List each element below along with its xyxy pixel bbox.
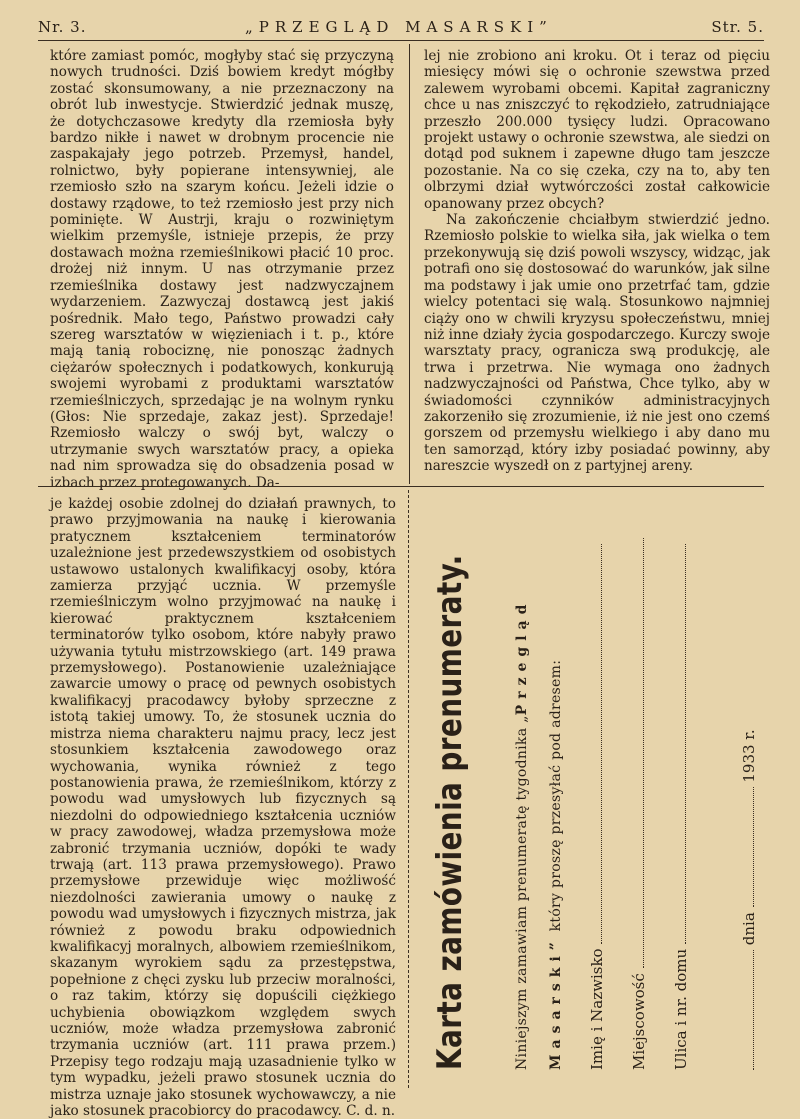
paragraph: które zamiast pomóc, mogłyby stać się przyczyną nowych trudności. Dziś bowiem kredyt mógłby zostać skonsumowany, a nie przeznaczony na obrót lub inwestycje. Stwierdzić jednak muszę, że dotychczasowe kredyty dla rzemiosła były bardzo nikłe i nawet w drobnym procencie nie zaspakajały jego potrzeb. Przemysł, handel, rolnictwo, były popierane intensywniej, ale rzemiosło szło na szarym końcu. Jeżeli idzie o dostawy rządowe, to też rzemiosło jest przy nich pominięte. W Austrji, kraju o rozwiniętym wielkim przemyśle, istnieje przepis, że przy dostawach można rzemieślnikowi płacić 10 proc. drożej niż innym. U nas otrzymanie przez rzemieślnika dostawy jest nadzwyczajnem wydarzeniem. Zazwyczaj dostawcą jest jakiś pośrednik. Mało tego, Państwo prowadzi cały szereg warsztatów w więzieniach i t. p., które mają tanią robociznę, nie ponosząc żadnych ciężarów społecznych i podatkowych, konkurują swojemi wyrobami z produktami warsztatów rzemieślniczych, sprzedając je na wolnym rynku (Głos: Nie sprzedaje, zakaz jest). Sprzedaje! Rzemiosło walczy o swój byt, walczy o utrzymanie swych warsztatów pracy, a opieka nad nim sprowadza się do obsadzenia posad w izbach przez protegowanych. Da- (50, 48, 394, 491)
coupon-year: 1933 r. (740, 729, 758, 783)
coupon-text-line-2: Masarski” który proszę przesyłać pod adresem: (548, 659, 564, 1070)
name-fill-line[interactable] (591, 544, 602, 944)
coupon-text-line-1: Niniejszym zamawiam prenumeratę tygodnika „Przegląd (514, 598, 530, 1070)
paragraph: Na zakończenie chciałbym stwierdzić jedno. Rzemiosło polskie to wielka siła, jak wielka o tem przekonywują się dziś powoli wszyscy, widząc, jak potrafi ono się dostosować do warunków, jak silne ma podstawy i jak umie ono przetrfać tam, gdzie wielcy potentaci się walą. Stosunkowo najmniej ciąży ono w chwili kryzysu społeczeństwu, mniej niż inne działy życia gospodarczego. Kurczy swoje warsztaty pracy, ogranicza swą produkcję, ale trwa i przetrwa. Nie wymaga ono żadnych nadzwyczajności od Państwa, Chce tylko, aby w świadomości czynników administracyjnych zakorzeniło się zrozumienie, iż nie jest ono czemś gorszem od przemysłu wielkiego i aby dano mu ten samorząd, który izby posiadać powinny, aby nareszcie wyszedł on z partyjnej areny. (424, 212, 770, 475)
column-divider (409, 44, 410, 484)
section-rule (38, 486, 764, 487)
date-fill-left[interactable] (743, 950, 754, 1070)
page-number: Str. 5. (711, 18, 764, 36)
coupon-cut-line (408, 490, 413, 1088)
place-field[interactable]: Miejscowość (630, 538, 648, 1070)
paragraph: je każdej osobie zdolnej do działań prawnych, to prawo przyjmowania na naukę i kierowania pratycznem kształceniem terminatorów uzależnione jest przedewszystkiem od osobistych ustawowo ustalonych kwalifikacyj osoby, która zamierza przyjąć ucznia. W przemyśle rzemieślniczym wolno przyjmować na naukę i kierować praktycznem kształceniem terminatorów tylko osobom, które nabyły prawo używania tytułu mistrzowskiego (art. 149 prawa przemysłowego). Postanowienie uzależniające zawarcie umowy o pracę od pewnych osobistych kwalifikacyj pracodawcy byłoby sprzeczne z istotą takiej umowy. To, że stosunek ucznia do mistrza niema charakteru najmu pracy, lecz jest stosunkiem kształcenia zawodowego oraz wychowania, wynika również z tego postanowienia prawa, że rzemieślnikom, którzy z powodu wad umysłowych lub fizycznych są niezdolni do odpowiedniego kształcenia uczniów w pracy zawodowej, władza przemysłowa może zabronić trzymania uczniów, dopóki te wady trwają (art. 113 prawa przemysłowego). Prawo przemysłowe przewiduje więc możliwość niezdolności zawierania umowy o naukę z powodu wad umysłowych i fizycznych mistrza, jak również z powodu braku odpowiednich kwalifikacyj moralnych, albowiem rzemieślnikom, skazanym wyrokiem sądu za przestępstwa, popełnione z chęci zysku lub przeciw moralności, o raz takim, którzy się dopuścili ciężkiego uchybienia obowiązkom względem swych uczniów, może władza przemysłowa zabronić trzymania uczniów (art. 111 prawa przem.) Przepisy tego rodzaju mają uzasadnienie tylko w tym wypadku, jeżeli prawo stosunek ucznia do mistrza uznaje jako stosunek wychowawczy, a nie jako stosunek pracobiorcy do pracodawcy. C. d. n. (50, 496, 396, 1119)
name-field[interactable]: Imię i Nazwisko (588, 544, 606, 1070)
place-fill-line[interactable] (633, 538, 644, 968)
date-fill-right[interactable] (743, 787, 754, 907)
date-field[interactable]: dnia 1933 r. (740, 729, 758, 1070)
street-field[interactable]: Ulica i nr. domu (672, 544, 690, 1070)
article-column-left-top (50, 48, 394, 491)
coupon-title: Karta zamówienia prenumeraty. (430, 554, 470, 1070)
issue-number: Nr. 3. (38, 18, 87, 36)
paragraph: lej nie zrobiono ani kroku. Ot i teraz od pięciu miesięcy mówi się o ochronie szewstwa przed zalewem wyrobami obcemi. Kapitał zagraniczny chce u nas zniszczyć to rękodzieło, zatrudniające przeszło 200.000 tysięcy ludzi. Opracowano projekt ustawy o ochronie szewstwa, ale siedzi on dotąd pod suknem i zapewne długo tam jeszcze pozostanie. Na co się czeka, czy na to, aby ten olbrzymi dział wytwórczości został całkowicie opanowany przez obcych? (424, 48, 770, 212)
magazine-title: „PRZEGLĄD MASARSKI” (245, 18, 553, 36)
page-header (38, 14, 764, 40)
subscription-coupon (420, 490, 770, 1090)
article-column-left-bottom (50, 496, 396, 1119)
header-rule (38, 40, 764, 41)
street-fill-line[interactable] (675, 544, 686, 944)
article-column-right-top (424, 48, 770, 475)
